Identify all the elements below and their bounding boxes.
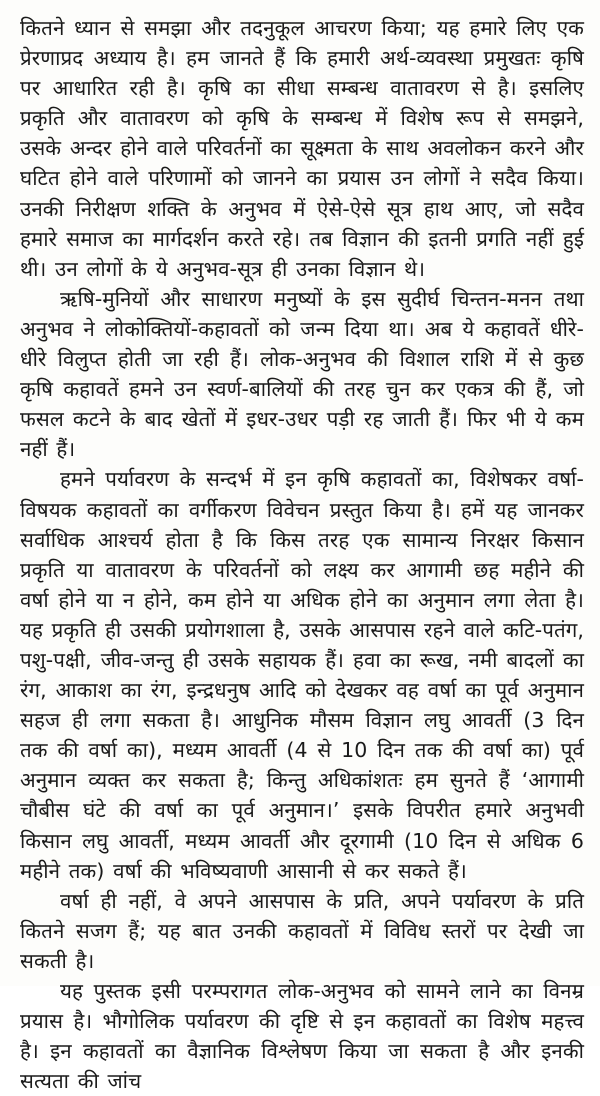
paragraph-2: ऋषि-मुनियों और साधारण मनुष्यों के इस सुदीर्घ चिन्तन-मनन तथा अनुभव ने लोकोक्तियों-कहावतों को जन्म दिया था। अब ये कहावतें धीरे-धीरे विलुप्त होती जा रही हैं। लोक-अनुभव की विशाल राशि में से कुछ कृषि कहावतें हमने उन स्वर्ण-बालियों की तरह चुन कर एकत्र की हैं, जो फसल कटने के बाद खेतों में इधर-उधर पड़ी रह जाती हैं। फिर भी ये कम नहीं हैं। bbox=[20, 286, 584, 462]
paragraph-4: वर्षा ही नहीं, वे अपने आसपास के प्रति, अपने पर्यावरण के प्रति कितने सजग हैं; यह बात उनकी कहावतों में विविध स्तरों पर देखी जा सकती है। bbox=[20, 888, 584, 973]
paragraph-5-continues-next-page: यह पुस्तक इसी परम्परागत लोक-अनुभव को सामने लाने का विनम्र प्रयास है। भौगोलिक पर्यावरण की दृष्टि से इन कहावतों का विशेष महत्त्व है। इन कहावतों का वैज्ञानिक विश्लेषण किया जा सकता है और इनकी सत्यता की जांच bbox=[20, 979, 584, 1094]
paragraph-3: हमने पर्यावरण के सन्दर्भ में इन कृषि कहावतों का, विशेषकर वर्षा-विषयक कहावतों का वर्गीकरण विवेचन प्रस्तुत किया है। हमें यह जानकर सर्वाधिक आश्चर्य होता है कि किस तरह एक सामान्य निरक्षर किसान प्रकृति या वातावरण के परिवर्तनों को लक्ष्य कर आगामी छह महीने की वर्षा होने या न होने, कम होने या अधिक होने का अनुमान लगा लेता है। यह प्रकृति ही उसकी प्रयोगशाला है, उसके आसपास रहने वाले कटि-पतंग, पशु-पक्षी, जीव-जन्तु ही उसके सहायक हैं। हवा का रूख, नमी बादलों का रंग, आकाश का रंग, इन्द्रधनुष आदि को देखकर वह वर्षा का पूर्व अनुमान सहज ही लगा सकता है। आधुनिक मौसम विज्ञान लघु आवर्ती (3 दिन तक की वर्षा का), मध्यम आवर्ती (4 से 10 दिन तक की वर्षा का) पूर्व अनुमान व्यक्त कर सकता है; किन्तु अधिकांशतः हम सुनते हैं ‘आगामी चौबीस घंटे की वर्षा का पूर्व अनुमान।’ इसके विपरीत हमारे अनुभवी किसान लघु आवर्ती, मध्यम आवर्ती और दूरगामी (10 दिन से अधिक 6 महीने तक) वर्षा की भविष्यवाणी आसानी से कर सकते हैं। bbox=[20, 467, 584, 883]
paragraph-1-continuation: कितने ध्यान से समझा और तदनुकूल आचरण किया; यह हमारे लिए एक प्रेरणाप्रद अध्याय है। हम जानते हैं कि हमारी अर्थ-व्यवस्था प्रमुखतः कृषि पर आधारित रही है। कृषि का सीधा सम्बन्ध वातावरण से है। इसलिए प्रकृति और वातावरण को कृषि के सम्बन्ध में विशेष रूप से समझने, उसके अन्दर होने वाले परिवर्तनों का सूक्ष्मता के साथ अवलोकन करने और घटित होने वाले परिणामों को जानने का प्रयास उन लोगों ने सदैव किया। उनकी निरीक्षण शक्ति के अनुभव में ऐसे-ऐसे सूत्र हाथ आए, जो सदैव हमारे समाज का मार्गदर्शन करते रहे। तब विज्ञान की इतनी प्रगति नहीं हुई थी। उन लोगों के ये अनुभव-सूत्र ही उनका विज्ञान थे। bbox=[20, 16, 584, 281]
